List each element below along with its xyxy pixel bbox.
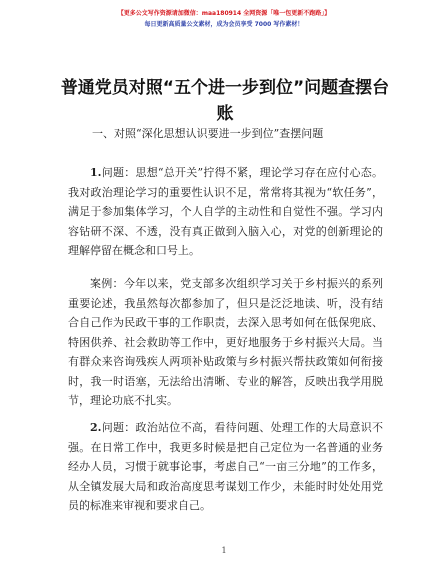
paragraph-problem-2 <box>68 418 383 516</box>
promo-banner-line-2: 每日更新高质量公文素材，成为会员享受 7000 写作素材！ <box>144 21 304 28</box>
paragraph-text: 问题：政治站位不高，看待问题、处理工作的大局意识不强。在日常工作中，我更多时候是把自己定位为一名普通的业务经办人员，习惯于就事论事，考虑自己“一亩三分地”的工作多，从全镇发展大局和政治高度思考谋划工作少，未能时时处处用党员的标准来审视和要求自己。 <box>68 421 383 512</box>
promo-banner-line-1: 【更多公文写作资源请加微信：maa180914 全网资源「唯一包更新不跑路」】 <box>117 10 331 17</box>
paragraph-text: 问题：思想“总开关”拧得不紧，理论学习存在应付心态。我对政治理论学习的重要性认识不足，常常将其视为“软任务”，满足于参加集体学习，个人自学的主动性和自觉性不强。学习内容钻研不深、不透，没有真正做到入脑入心，对党的创新理论的理解停留在概念和口号上。 <box>68 166 383 257</box>
document-title: 普通党员对照“五个进一步到位”问题查摆台账 <box>60 78 390 124</box>
paragraph-problem-1 <box>68 163 383 261</box>
section-heading: 一、对照“深化思想认识要进一步到位”查摆问题 <box>92 127 324 140</box>
item-number: 2. <box>90 421 102 434</box>
paragraph-case <box>68 274 383 411</box>
page-number: 1 <box>221 546 227 555</box>
item-number: 1. <box>90 166 102 179</box>
paragraph-text: 案例：今年以来，党支部多次组织学习关于乡村振兴的系列重要论述，我虽然每次都参加了，但只是泛泛地读、听，没有结合自己作为民政干事的工作职责，去深入思考如何在低保兜底、特困供养、社会救助等工作中，更好地服务于乡村振兴大局。当有群众来咨询残疾人两项补贴政策与乡村振兴帮扶政策如何衔接时，我一时语塞，无法给出清晰、专业的解答，反映出我学用脱节，理论功底不扎实。 <box>68 277 383 407</box>
